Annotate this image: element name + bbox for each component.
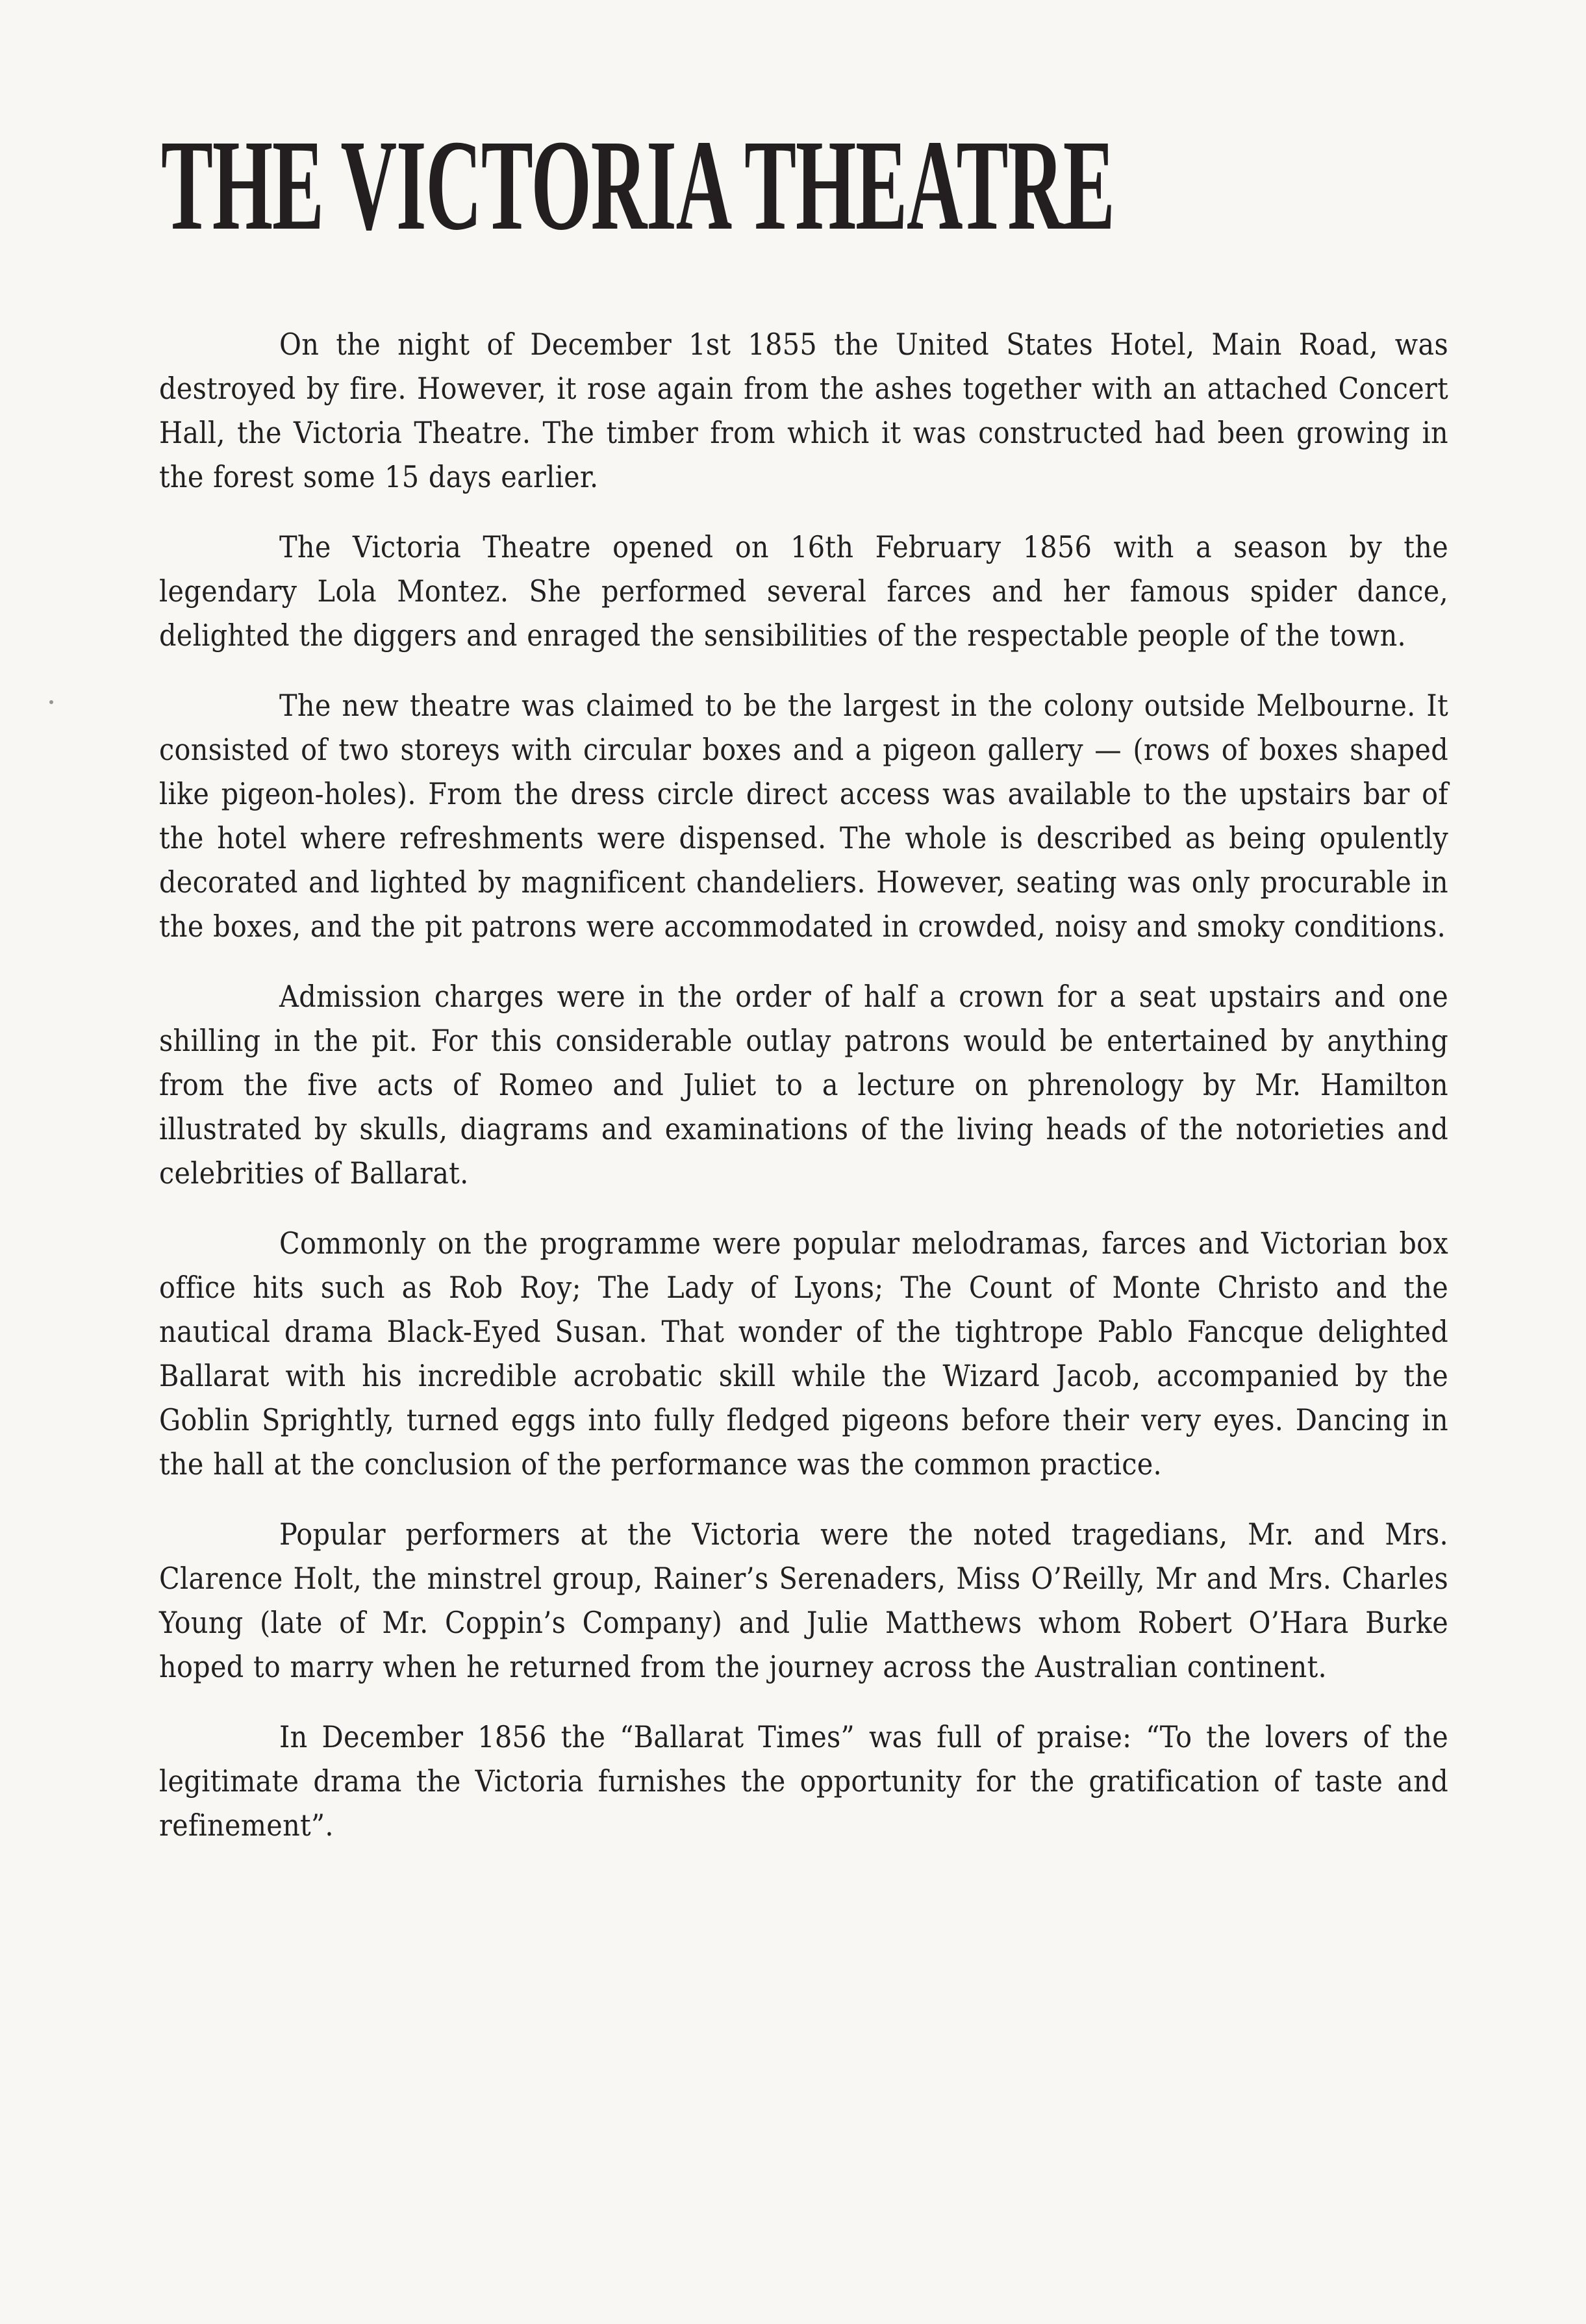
paragraph-theatre-description: The new theatre was claimed to be the largest in the colony outside Melbourne. It consisted of two storeys with circular boxes and a pigeon gallery — (rows of boxes shaped like pigeon-holes). From the dress circle direct access was available to the upstairs bar of the hotel where refreshments were dispensed. The whole is described as being opulently decorated and lighted by magnificent chandeliers. However, seating was only procurable in the boxes, and the pit patrons were accommodated in crowded, noisy and smoky conditions. bbox=[159, 688, 1448, 944]
paragraph-performers: Popular performers at the Victoria were the noted tragedians, Mr. and Mrs. Clarence Holt, the minstrel group, Rainer’s Serenaders, Miss O’Reilly, Mr and Mrs. Charles Young (late of Mr. Coppin’s Company) and Julie Matthews whom Robert O’Hara Burke hoped to marry when he returned from the journey across the Australian continent. bbox=[159, 1517, 1448, 1684]
paragraph-ballarat-times-quote: In December 1856 the “Ballarat Times” was full of praise: “To the lovers of the legitimate drama the Victoria furnishes the opportunity for the gratification of taste and refinement”. bbox=[159, 1719, 1448, 1843]
paragraph-hotel-fire: On the night of December 1st 1855 the United States Hotel, Main Road, was destroyed by fire. However, it rose again from the ashes together with an attached Concert Hall, the Victoria Theatre. The timber from which it was constructed had been growing in the forest some 15 days earlier. bbox=[159, 327, 1448, 494]
page-title: THE VICTORIA THEATRE bbox=[161, 114, 1114, 257]
paragraph-admission-charges: Admission charges were in the order of half a crown for a seat upstairs and one shilling in the pit. For this considerable outlay patrons would be entertained by anything from the five acts of Romeo and Juliet to a lecture on phrenology by Mr. Hamilton illustrated by skulls, diagrams and examinations of the living heads of the notorieties and celebrities of Ballarat. bbox=[159, 979, 1448, 1191]
paragraph-programme: Commonly on the programme were popular melodramas, farces and Victorian box office hits such as Rob Roy; The Lady of Lyons; The Count of Monte Christo and the nautical drama Black-Eyed Susan. That wonder of the tightrope Pablo Fancque delighted Ballarat with his incredible acrobatic skill while the Wizard Jacob, accompanied by the Goblin Sprightly, turned eggs into fully fledged pigeons before their very eyes. Dancing in the hall at the conclusion of the performance was the common practice. bbox=[159, 1226, 1448, 1482]
article-body bbox=[159, 322, 1448, 1873]
paragraph-opening-lola-montez: The Victoria Theatre opened on 16th February 1856 with a season by the legendary Lola Montez. She performed several farces and her famous spider dance, delighted the diggers and enraged the sensibilities of the respectable people of the town. bbox=[159, 529, 1448, 653]
paper-speck bbox=[49, 700, 53, 704]
